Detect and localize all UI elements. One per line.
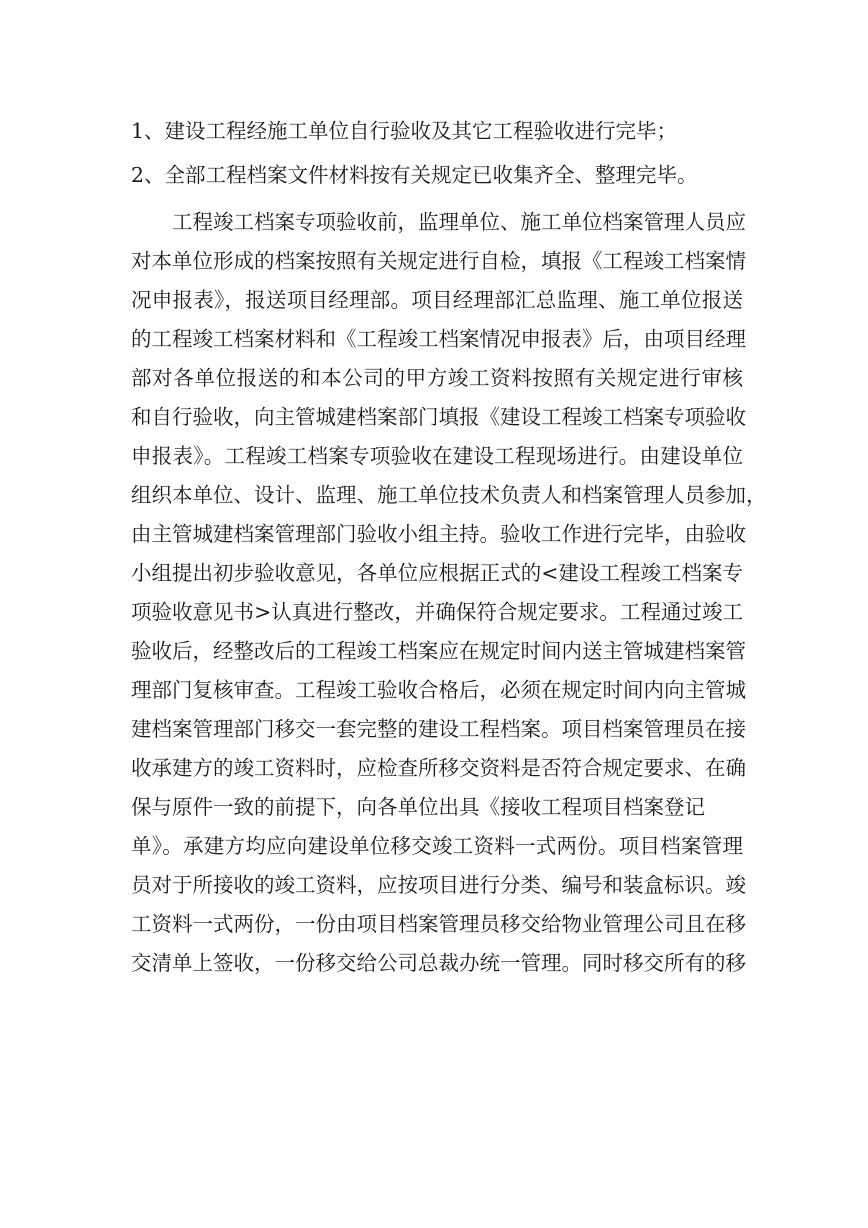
paragraph-line: 工程竣工档案专项验收前，监理单位、施工单位档案管理人员应 xyxy=(172,210,746,234)
paragraph-line: 小组提出初步验收意见，各单位应根据正式的<建设工程竣工档案专 xyxy=(131,561,743,585)
paragraph-line: 工资料一式两份，一份由项目档案管理员移交给物业管理公司且在移 xyxy=(131,912,746,936)
paragraph-line: 组织本单位、设计、监理、施工单位技术负责人和档案管理人员参加， xyxy=(131,483,767,507)
body-paragraph xyxy=(131,203,767,983)
paragraph-line: 建档案管理部门移交一套完整的建设工程档案。项目档案管理员在接 xyxy=(131,717,746,741)
list-item-2: 2、全部工程档案文件材料按有关规定已收集齐全、整理完毕。 xyxy=(131,163,698,187)
paragraph-line: 况申报表》，报送项目经理部。项目经理部汇总监理、施工单位报送 xyxy=(131,288,743,312)
paragraph-line: 由主管城建档案管理部门验收小组主持。验收工作进行完毕，由验收 xyxy=(131,522,746,546)
paragraph-line: 部对各单位报送的和本公司的甲方竣工资料按照有关规定进行审核 xyxy=(131,366,743,390)
paragraph-line: 项验收意见书>认真进行整改，并确保符合规定要求。工程通过竣工 xyxy=(131,600,743,624)
paragraph-line: 的工程竣工档案材料和《工程竣工档案情况申报表》后，由项目经理 xyxy=(131,327,746,351)
paragraph-line: 理部门复核审查。工程竣工验收合格后，必须在规定时间内向主管城 xyxy=(131,678,746,702)
paragraph-line: 申报表》。工程竣工档案专项验收在建设工程现场进行。由建设单位 xyxy=(131,444,743,468)
paragraph-line: 和自行验收，向主管城建档案部门填报《建设工程竣工档案专项验收 xyxy=(131,405,746,429)
paragraph-line: 对本单位形成的档案按照有关规定进行自检，填报《工程竣工档案情 xyxy=(131,249,746,273)
paragraph-line: 验收后，经整改后的工程竣工档案应在规定时间内送主管城建档案管 xyxy=(131,639,746,663)
paragraph-line: 收承建方的竣工资料时，应检查所移交资料是否符合规定要求、在确 xyxy=(131,756,746,780)
paragraph-line: 保与原件一致的前提下，向各单位出具《接收工程项目档案登记 xyxy=(131,795,705,819)
paragraph-line: 交清单上签收，一份移交给公司总裁办统一管理。同时移交所有的移 xyxy=(131,951,746,975)
list-item-1: 1、建设工程经施工单位自行验收及其它工程验收进行完毕； xyxy=(131,119,678,143)
paragraph-line: 员对于所接收的竣工资料，应按项目进行分类、编号和装盒标识。竣 xyxy=(131,873,746,897)
paragraph-line: 单》。承建方均应向建设单位移交竣工资料一式两份。项目档案管理 xyxy=(131,834,743,858)
